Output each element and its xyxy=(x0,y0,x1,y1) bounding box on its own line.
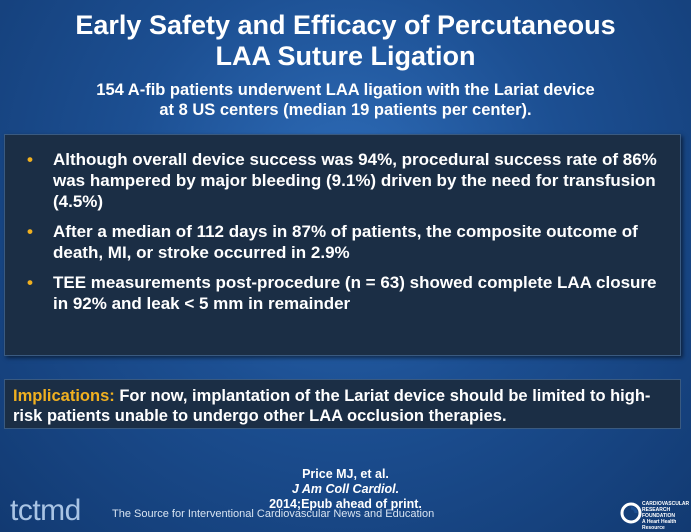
findings-panel xyxy=(4,134,681,356)
bullet-marker-icon: • xyxy=(27,273,33,292)
finding-text-1: Although overall device success was 94%, procedural success rate of 86% was hampered by major bleeding (9.1%) driven by the need for transfusion (4.5%) xyxy=(53,150,657,211)
bullet-marker-icon: • xyxy=(27,150,33,169)
finding-text-3: TEE measurements post-procedure (n = 63) showed complete LAA closure in 92% and leak < 5 mm in remainder xyxy=(53,273,657,313)
crf-line-4: A Heart Health Resource xyxy=(642,519,677,531)
finding-bullet-1 xyxy=(27,149,666,212)
finding-text-2: After a median of 112 days in 87% of patients, the composite outcome of death, MI, or stroke occurred in 2.9% xyxy=(53,222,638,262)
footer-tagline: The Source for Interventional Cardiovascular News and Education xyxy=(112,508,435,520)
finding-bullet-2 xyxy=(27,221,666,263)
tctmd-logo: tctmd xyxy=(10,494,81,527)
implications-text: For now, implantation of the Lariat device should be limited to high-risk patients unable to undergo other LAA occlusion therapies. xyxy=(13,387,651,425)
crf-line-1: CARDIOVASCULAR xyxy=(642,501,690,507)
footer xyxy=(0,494,691,532)
slide-subtitle xyxy=(0,80,691,120)
citation-authors: Price MJ, et al. xyxy=(302,467,389,481)
slide-subtitle-line-2: at 8 US centers (median 19 patients per center). xyxy=(159,101,532,119)
finding-bullet-3 xyxy=(27,272,666,314)
slide-title xyxy=(0,10,691,72)
slide-subtitle-line-1: 154 A-fib patients underwent LAA ligation with the Lariat device xyxy=(96,81,595,99)
crf-heart-icon xyxy=(620,502,642,524)
implications-label: Implications: xyxy=(13,387,115,405)
crf-line-3: FOUNDATION xyxy=(642,513,675,519)
crf-logo xyxy=(620,498,690,531)
slide-title-line-1: Early Safety and Efficacy of Percutaneous xyxy=(75,10,616,40)
citation-line-1 xyxy=(0,467,691,497)
bullet-marker-icon: • xyxy=(27,222,33,241)
slide-title-line-2: LAA Suture Ligation xyxy=(215,41,476,71)
citation-line-2: 2014;Epub ahead of print. xyxy=(269,497,422,511)
crf-line-2: RESEARCH xyxy=(642,507,671,513)
citation-journal: J Am Coll Cardiol. xyxy=(291,482,400,496)
implications-panel xyxy=(4,379,681,429)
crf-wordmark xyxy=(642,501,689,531)
